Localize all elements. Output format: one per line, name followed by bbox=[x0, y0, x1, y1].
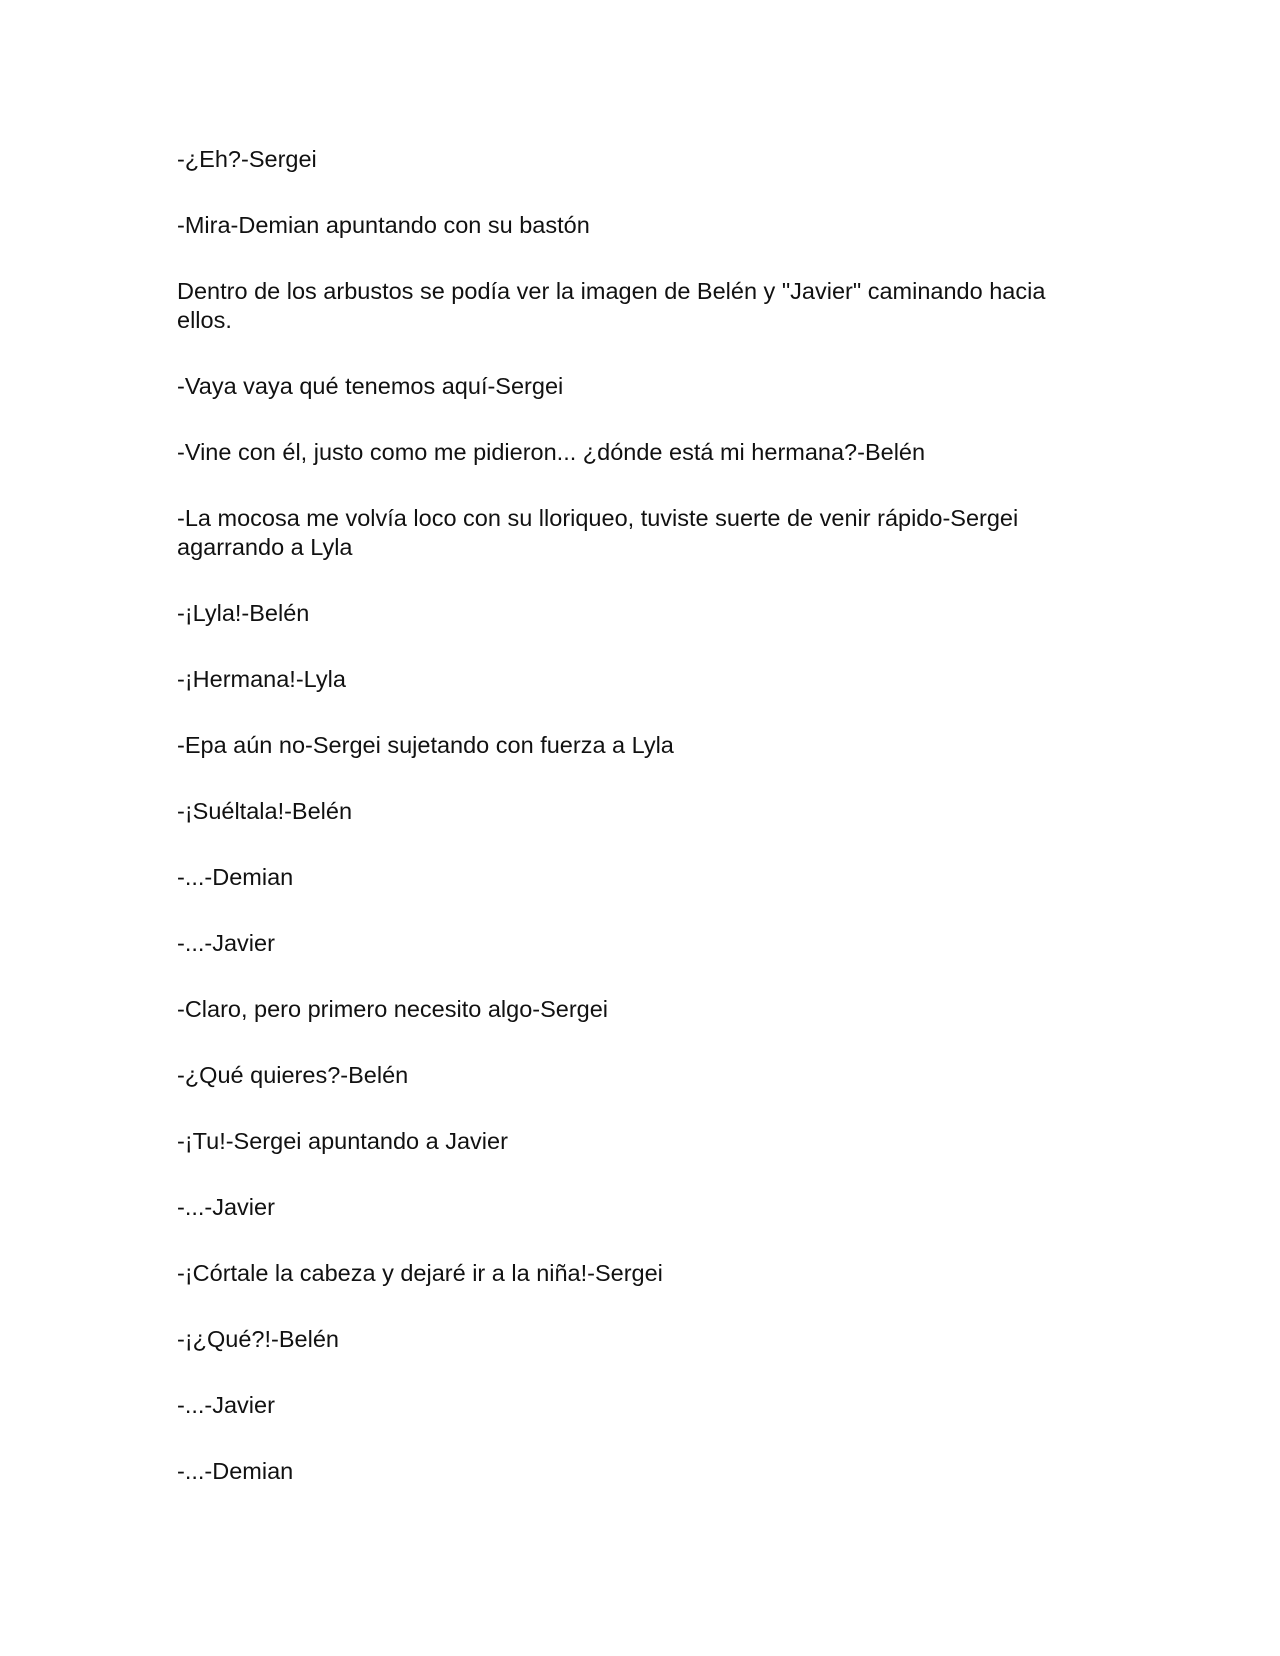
paragraph: -¡¿Qué?!-Belén bbox=[177, 1326, 339, 1352]
paragraph: -¡Suéltala!-Belén bbox=[177, 798, 353, 824]
document-body bbox=[177, 145, 1097, 1523]
paragraph: -...-Demian bbox=[177, 864, 294, 890]
paragraph: -...-Javier bbox=[177, 1392, 275, 1418]
paragraph: -Vine con él, justo como me pidieron... ¿dónde está mi hermana?-Belén bbox=[177, 439, 926, 465]
paragraph: -Vaya vaya qué tenemos aquí-Sergei bbox=[177, 373, 564, 399]
paragraph: -¡Córtale la cabeza y dejaré ir a la niña!-Sergei bbox=[177, 1260, 663, 1286]
paragraph: -Mira-Demian apuntando con su bastón bbox=[177, 212, 590, 238]
paragraph: -¡Lyla!-Belén bbox=[177, 600, 310, 626]
paragraph: -¡Tu!-Sergei apuntando a Javier bbox=[177, 1128, 508, 1154]
paragraph: Dentro de los arbustos se podía ver la imagen de Belén y "Javier" caminando hacia ellos. bbox=[177, 278, 1046, 333]
paragraph: -Claro, pero primero necesito algo-Sergei bbox=[177, 996, 609, 1022]
paragraph: -¿Qué quieres?-Belén bbox=[177, 1062, 409, 1088]
paragraph: -...-Javier bbox=[177, 1194, 275, 1220]
paragraph: -La mocosa me volvía loco con su lloriqueo, tuviste suerte de venir rápido-Sergei agarrando a Lyla bbox=[177, 505, 1019, 560]
paragraph: -Epa aún no-Sergei sujetando con fuerza a Lyla bbox=[177, 732, 674, 758]
paragraph: -...-Demian bbox=[177, 1458, 294, 1484]
paragraph: -¿Eh?-Sergei bbox=[177, 146, 317, 172]
paragraph: -...-Javier bbox=[177, 930, 275, 956]
paragraph: -¡Hermana!-Lyla bbox=[177, 666, 346, 692]
